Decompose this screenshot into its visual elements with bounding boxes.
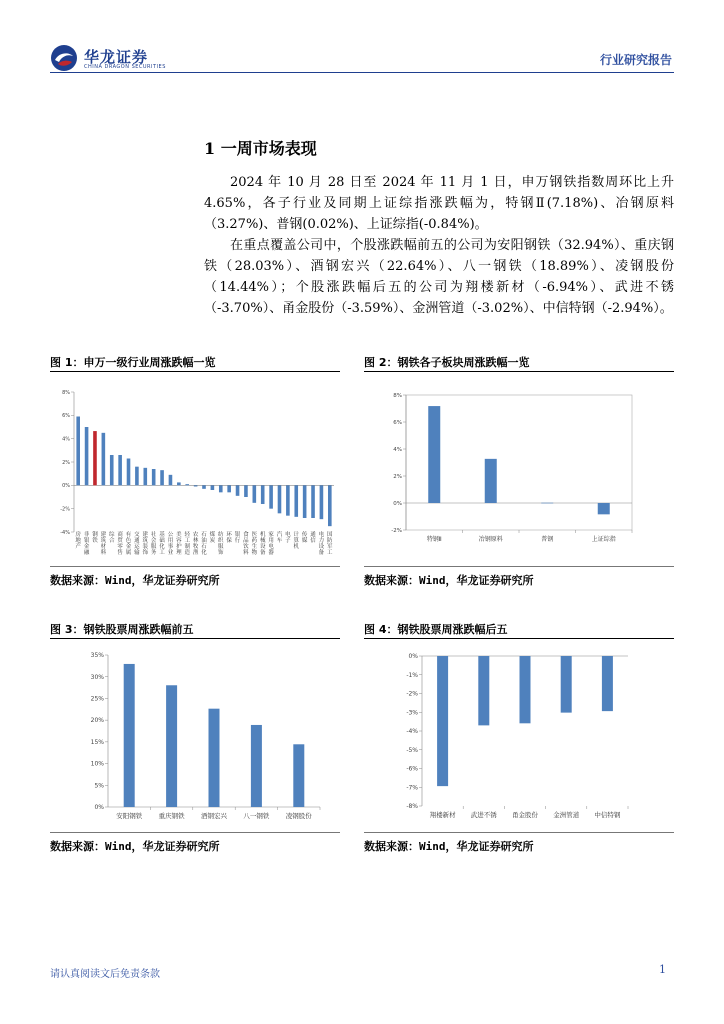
fig3-bar-3 [209, 709, 220, 807]
figure-4-bottom-rule [364, 832, 674, 833]
figure-4-chart [364, 645, 674, 828]
fig1-category-label: 电子 [285, 532, 291, 544]
fig1-bar-22 [253, 485, 257, 503]
fig1-category-label: 农林牧渔 [192, 532, 199, 556]
figure-1-source: 数据来源：Wind，华龙证券研究所 [50, 574, 220, 587]
fig1-bar-5 [110, 455, 114, 485]
fig1-category-label: 石油石化 [201, 532, 207, 556]
fig1-category-label: 传媒 [301, 532, 308, 544]
fig1-category-label: 医药生物 [251, 532, 258, 556]
fig2-y-tick-label: 6% [393, 419, 402, 426]
fig3-y-tick-label: 15% [90, 738, 104, 746]
figure-4-svg [364, 645, 674, 828]
fig4-y-tick-label: -1% [406, 671, 418, 679]
fig1-bar-25 [278, 485, 282, 513]
fig4-y-tick-label: -5% [406, 746, 418, 754]
fig1-category-label: 食品饮料 [243, 532, 249, 556]
brand-name: 华龙证券 [84, 48, 149, 66]
fig1-category-label: 建筑材料 [100, 532, 107, 556]
fig4-category-label: 中信特钢 [594, 811, 621, 819]
fig3-category-label: 酒钢宏兴 [201, 812, 227, 820]
fig1-category-label: 环保 [226, 532, 232, 544]
fig1-bar-30 [320, 485, 324, 519]
fig4-category-label: 武进不锈 [470, 811, 497, 819]
fig2-category-label: 冶钢原料 [478, 536, 503, 543]
fig1-bar-17 [211, 485, 215, 490]
fig1-bar-18 [219, 485, 223, 492]
figure-2-chart [364, 378, 674, 562]
fig1-category-label: 基础化工 [159, 532, 165, 556]
fig3-bar-5 [293, 744, 304, 807]
figure-2-bottom-rule [364, 566, 674, 567]
fig2-category-label: 普钢 [541, 536, 554, 543]
fig4-y-tick-label: -3% [406, 709, 418, 717]
fig3-y-tick-label: 25% [90, 695, 104, 703]
header-rule [50, 72, 674, 73]
fig1-category-label: 钢铁 [92, 532, 98, 544]
fig2-bar-3 [541, 503, 553, 504]
fig3-category-label: 凌钢股份 [285, 812, 312, 820]
fig3-y-tick-label: 5% [94, 782, 104, 790]
fig3-bar-2 [166, 685, 177, 807]
fig1-bar-4 [102, 433, 106, 485]
fig1-bar-24 [269, 485, 273, 508]
footer-disclaimer: 请认真阅读文后免责条款 [50, 969, 160, 980]
fig3-y-tick-label: 35% [90, 652, 104, 660]
paragraph-stock-performance: 在重点覆盖公司中，个股涨跌幅前五的公司为安阳钢铁（32.94%）、重庆钢铁（28.03%）、酒钢宏兴（22.64%）、八一钢铁（18.89%）、凌钢股份（14.44%）；个股涨跌幅后五的公司为翔楼新材（-6.94%）、武进不锈（-3.70%）、甬金股份（-3.59%）、金洲管道（-3.02%）、中信特钢（-2.94%）。 [204, 238, 674, 316]
figure-1-svg [50, 378, 340, 562]
fig4-bar-2 [478, 656, 489, 725]
fig2-y-tick-label: 2% [393, 473, 402, 480]
section-title: 1 一周市场表现 [204, 139, 317, 158]
fig4-bar-3 [520, 656, 531, 723]
fig1-y-tick-label: 6% [62, 413, 70, 420]
fig1-bar-9 [143, 468, 147, 486]
fig1-category-label: 社会服务 [150, 532, 157, 556]
figure-1-title: 图 1：申万一级行业周涨跌幅一览 [50, 356, 216, 369]
fig2-y-tick-label: -2% [391, 527, 402, 534]
figure-1-bottom-rule [50, 566, 340, 567]
fig1-y-tick-label: 0% [62, 483, 70, 490]
fig3-bar-4 [251, 725, 262, 807]
figure-2-top-rule [364, 371, 674, 372]
fig1-y-tick-label: -4% [60, 529, 70, 536]
fig1-bar-19 [227, 485, 231, 492]
fig1-category-label: 银行 [234, 532, 241, 544]
brand-subtitle: CHINA DRAGON SECURITIES [84, 64, 166, 70]
fig1-category-label: 综合 [108, 532, 115, 544]
fig4-bar-5 [602, 656, 613, 711]
fig2-category-label: 特钢Ⅱ [426, 536, 442, 543]
fig1-category-label: 轻工制造 [184, 532, 190, 556]
fig1-category-label: 机械设备 [259, 532, 266, 556]
fig4-category-label: 甬金股份 [512, 811, 538, 819]
fig2-y-tick-label: 8% [393, 392, 402, 399]
figure-4-source: 数据来源：Wind，华龙证券研究所 [364, 840, 534, 853]
figure-2-source: 数据来源：Wind，华龙证券研究所 [364, 574, 534, 587]
fig1-category-label: 计算机 [293, 532, 300, 550]
fig1-bar-29 [311, 485, 315, 518]
figure-3-bottom-rule [50, 832, 340, 833]
fig1-category-label: 家用电器 [268, 532, 274, 556]
figure-1-chart [50, 378, 340, 562]
fig4-y-tick-label: 0% [408, 653, 418, 661]
fig1-category-label: 建筑装饰 [142, 532, 149, 556]
fig1-y-tick-label: 4% [62, 436, 70, 443]
fig1-bar-20 [236, 485, 240, 496]
fig1-bar-6 [118, 455, 122, 485]
fig1-category-label: 房地产 [75, 532, 81, 550]
fig1-category-label: 汽车 [276, 532, 283, 544]
fig1-bar-7 [127, 459, 131, 486]
figure-4-title: 图 4：钢铁股票周涨跌幅后五 [364, 623, 508, 636]
fig1-category-label: 美容护理 [176, 532, 182, 556]
fig1-bar-8 [135, 467, 139, 486]
fig3-y-tick-label: 20% [90, 717, 104, 725]
fig1-bar-27 [294, 485, 298, 517]
fig4-y-tick-label: -7% [406, 784, 418, 792]
fig1-y-tick-label: 8% [62, 389, 70, 396]
fig1-bar-11 [160, 470, 164, 485]
fig4-bar-4 [561, 656, 572, 713]
fig1-bar-16 [202, 485, 206, 489]
fig3-category-label: 八一钢铁 [243, 812, 270, 820]
fig1-bar-14 [185, 484, 189, 485]
figure-3-source: 数据来源：Wind，华龙证券研究所 [50, 840, 220, 853]
fig1-bar-12 [169, 475, 173, 486]
fig1-category-label: 煤炭 [209, 532, 216, 544]
fig1-category-label: 非银金融 [83, 532, 90, 556]
page-number: 1 [659, 963, 666, 976]
fig2-bar-1 [428, 406, 440, 503]
fig2-bar-2 [485, 459, 497, 503]
fig4-category-label: 翔楼新材 [429, 811, 456, 819]
page-header [0, 0, 724, 80]
fig1-bar-26 [286, 485, 290, 515]
fig3-bar-1 [124, 664, 135, 807]
fig2-y-tick-label: 4% [393, 446, 402, 453]
fig1-y-tick-label: 2% [62, 459, 70, 466]
fig1-bar-3 [93, 431, 97, 485]
fig1-bar-31 [328, 485, 332, 526]
figure-4-top-rule [364, 638, 674, 639]
fig3-y-tick-label: 0% [94, 804, 104, 812]
figure-1-top-rule [50, 371, 340, 372]
fig1-category-label: 国防军工 [327, 532, 333, 556]
figure-3-top-rule [50, 638, 340, 639]
fig2-bar-4 [598, 503, 610, 514]
fig4-y-tick-label: -2% [406, 690, 418, 698]
fig1-category-label: 通信 [310, 532, 316, 544]
fig4-category-label: 金洲管道 [553, 811, 580, 819]
fig1-bar-15 [194, 485, 198, 486]
china-dragon-logo-icon [50, 44, 78, 72]
fig3-category-label: 安阳钢铁 [116, 812, 143, 820]
fig1-bar-2 [85, 427, 89, 485]
fig1-category-label: 有色金属 [125, 532, 132, 556]
fig1-bar-23 [261, 485, 265, 504]
figure-2-svg [364, 378, 674, 562]
fig1-bar-21 [244, 485, 248, 497]
fig1-bar-13 [177, 482, 181, 485]
figure-3-title: 图 3：钢铁股票周涨跌幅前五 [50, 623, 194, 636]
paragraph-index-performance: 2024 年 10 月 28 日至 2024 年 11 月 1 日，申万钢铁指数周环比上升 4.65%，各子行业及同期上证综指涨跌幅为，特钢Ⅱ(7.18%)、冶钢原料（3.27%)、普钢(0.02%)、上证综指(-0.84%)。 [204, 175, 674, 232]
fig4-y-tick-label: -4% [406, 728, 418, 736]
fig2-y-tick-label: 0% [393, 500, 402, 507]
fig1-bar-10 [152, 469, 156, 485]
fig1-category-label: 商贸零售 [117, 532, 123, 556]
figure-2-title: 图 2：钢铁各子板块周涨跌幅一览 [364, 356, 530, 369]
fig1-bar-28 [303, 485, 307, 518]
fig1-category-label: 交通运输 [134, 532, 140, 556]
fig3-y-tick-label: 30% [90, 673, 104, 681]
fig3-category-label: 重庆钢铁 [158, 812, 185, 820]
figure-3-chart [50, 645, 340, 828]
fig3-y-tick-label: 10% [90, 760, 104, 768]
fig1-bar-1 [76, 417, 80, 486]
fig2-category-label: 上证综指 [591, 536, 616, 543]
fig1-y-tick-label: -2% [60, 506, 70, 513]
figure-3-svg [50, 645, 340, 828]
fig4-y-tick-label: -8% [406, 803, 418, 811]
fig1-category-label: 电力设备 [318, 532, 325, 556]
fig4-bar-1 [437, 656, 448, 786]
fig1-category-label: 纺织服饰 [218, 532, 224, 556]
report-type: 行业研究报告 [599, 53, 672, 67]
fig4-y-tick-label: -6% [406, 765, 418, 773]
fig1-category-label: 公用事业 [167, 532, 174, 556]
